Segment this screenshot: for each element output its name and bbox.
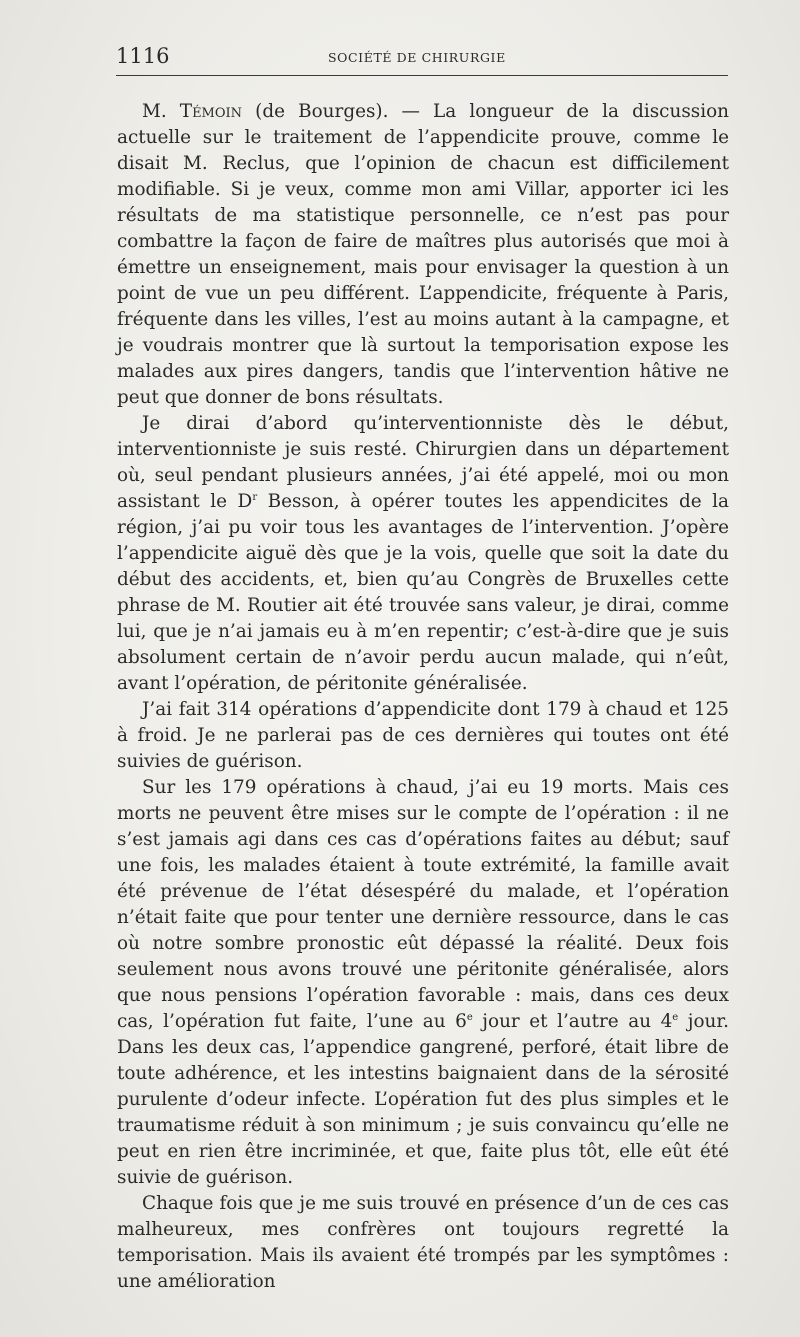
- paragraph-3: J’ai fait 314 opérations d’appendicite dont 179 à chaud et 125 à froid. Je ne parlerai pas de ces dernières qui toutes ont été suivies de guérison.: [117, 699, 729, 772]
- paragraph-2-text-a: Je dirai d’abord qu’interventionniste dès le début, interventionniste je suis resté. Chirurgien dans un département où, seul pendant plusieurs années, j’ai été appelé, moi ou mon assistant le D: [117, 413, 729, 512]
- header-rule: [116, 75, 728, 76]
- paragraph-4-text-c: jour. Dans les deux cas, l’appendice gangrené, perforé, était libre de toute adhérence, et les intestins baignaient dans de la sérosité purulente d’odeur infecte. L’opération fut des plus simples et le traumatisme réduit à son minimum ; je suis convaincu qu’elle ne peut en rien être incriminée, et que, faite plus tôt, elle eût été suivie de guérison.: [117, 1011, 729, 1188]
- paragraph-5: Chaque fois que je me suis trouvé en présence d’un de ces cas malheureux, mes confrères ont toujours regretté la temporisation. Mais ils avaient été trompés par les symptômes : une amélioration: [117, 1193, 729, 1292]
- paragraph-4-text-b: jour et l’autre au 4: [472, 1011, 673, 1032]
- superscript-e-1: e: [466, 1012, 473, 1023]
- page-number: 1116: [116, 44, 170, 68]
- running-title: SOCIÉTÉ DE CHIRURGIE: [328, 50, 506, 65]
- paragraph-4-text-a: Sur les 179 opérations à chaud, j’ai eu 19 morts. Mais ces morts ne peuvent être mises sur le compte de l’opération : il ne s’est jamais agi dans ces cas d’opérations faites au début; sauf une fois, les malades étaient à toute extrémité, la famille avait été prévenue de l’état désespéré du malade, et l’opération n’était faite que pour tenter une dernière ressource, dans le cas où notre sombre pronostic eût dépassé la réalité. Deux fois seulement nous avons trouvé une péritonite généralisée, alors que nous pensions l’opération favorable : mais, dans ces deux cas, l’opération fut faite, l’une au 6: [117, 777, 729, 1032]
- paragraph-2-text-b: Besson, à opérer toutes les appendicites de la région, j’ai pu voir tous les avantages de l’intervention. J’opère l’appendicite aiguë dès que je la vois, quelle que soit la date du début des accidents, et, bien qu’au Congrès de Bruxelles cette phrase de M. Routier ait été trouvée sans valeur, je dirai, comme lui, que je n’ai jamais eu à m’en repentir; c’est-à-dire que je suis absolument certain de n’avoir perdu aucun malade, qui n’eût, avant l’opération, de péritonite généralisée.: [117, 491, 729, 694]
- paragraph-1: [117, 99, 729, 411]
- speaker-prefix: M.: [142, 101, 180, 122]
- superscript-r: r: [252, 492, 258, 503]
- paragraph-2: [117, 411, 729, 697]
- paragraph-1-text: (de Bourges). — La longueur de la discussion actuelle sur le traitement de l’appendicite prouve, comme le disait M. Reclus, que l’opinion de chacun est difficilement modifiable. Si je veux, comme mon ami Villar, apporter ici les résultats de ma statistique personnelle, ce n’est pas pour combattre la façon de faire de maîtres plus autorisés que moi à émettre un enseignement, mais pour envisager la question à un point de vue un peu différent. L’appendicite, fréquente à Paris, fréquente dans les villes, l’est au moins autant à la campagne, et je voudrais montrer que là surtout la temporisation expose les malades aux pires dangers, tandis que l’intervention hâtive ne peut que donner de bons résultats.: [117, 101, 729, 408]
- body-text: [117, 99, 729, 1295]
- speaker-name: Témoin: [179, 101, 243, 122]
- superscript-e-2: e: [672, 1012, 679, 1023]
- running-head: [116, 41, 728, 71]
- paragraph-4: [117, 775, 729, 1191]
